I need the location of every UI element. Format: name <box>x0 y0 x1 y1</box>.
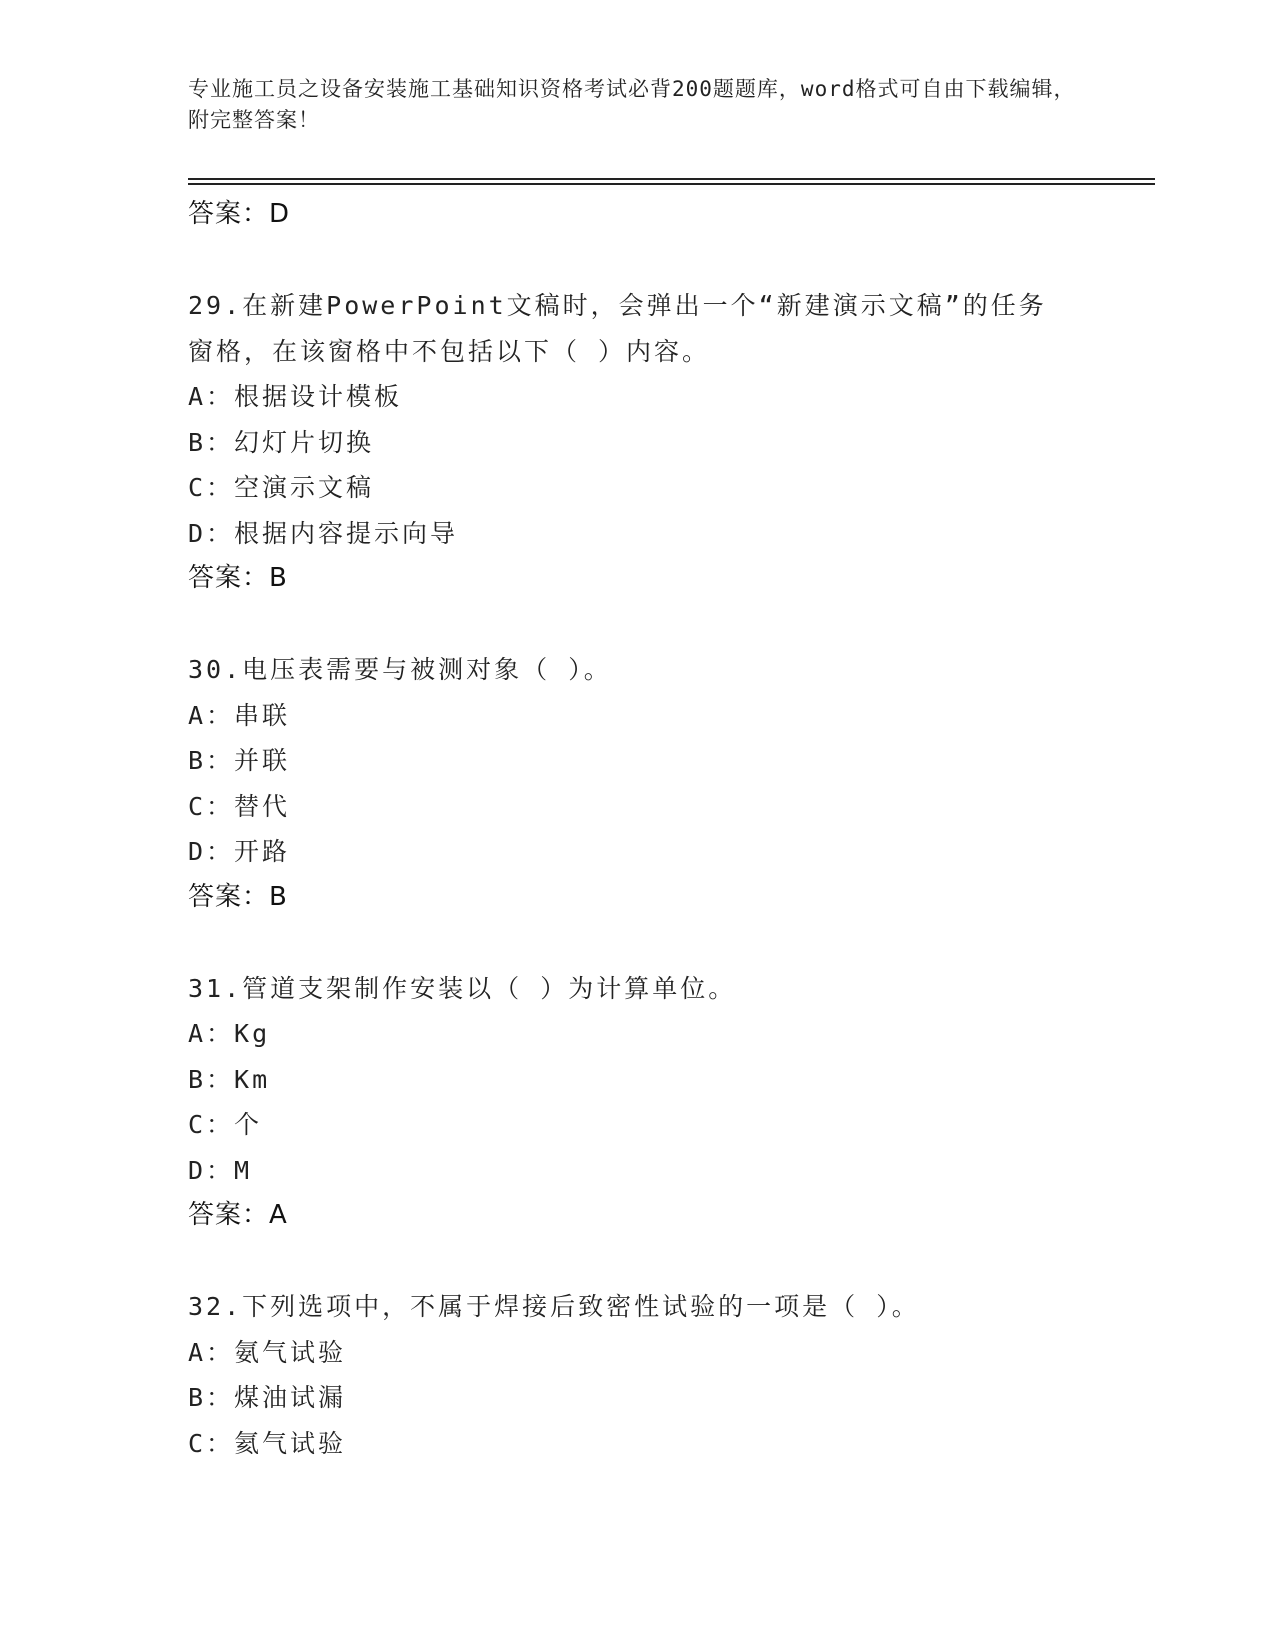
question-text: 29.在新建PowerPoint文稿时，会弹出一个“新建演示文稿”的任务窗格，在该窗格中不包括以下（ ）内容。 <box>188 291 1047 366</box>
document-header-note: 专业施工员之设备安装施工基础知识资格考试必背200题题库，word格式可自由下载编辑，附完整答案！ <box>188 77 1076 132</box>
header-divider-bottom <box>188 183 1155 185</box>
answer: 答案：B <box>188 563 288 593</box>
question-text: 32.下列选项中，不属于焊接后致密性试验的一项是（ ）。 <box>188 1292 920 1321</box>
header-divider-top <box>188 178 1155 180</box>
answer: 答案：B <box>188 881 288 912</box>
option-c: C：氦气试验 <box>188 1428 347 1458</box>
question-text: 30.电压表需要与被测对象（ ）。 <box>188 655 612 684</box>
option-b: B：幻灯片切换 <box>188 427 375 457</box>
option-a: A：串联 <box>188 700 291 730</box>
answer: 答案：A <box>188 1200 288 1230</box>
option-c: C：替代 <box>188 791 291 821</box>
question-text: 31.管道支架制作安装以（ ）为计算单位。 <box>188 973 737 1003</box>
answer-previous: 答案：D <box>188 199 291 229</box>
option-c: C：个 <box>188 1110 263 1139</box>
option-c: C：空演示文稿 <box>188 473 375 502</box>
option-d: D：M <box>188 1155 253 1185</box>
question-30 <box>188 647 1088 920</box>
option-d: D：根据内容提示向导 <box>188 518 459 548</box>
option-d: D：开路 <box>188 837 291 866</box>
option-a: A：Kg <box>188 1019 271 1048</box>
question-32 <box>188 1284 1088 1466</box>
option-a: A：根据设计模板 <box>188 382 403 411</box>
option-a: A：氨气试验 <box>188 1337 347 1367</box>
question-29 <box>188 283 1088 602</box>
option-b: B：并联 <box>188 746 291 775</box>
option-b: B：煤油试漏 <box>188 1383 347 1412</box>
question-content <box>188 192 1088 1466</box>
question-31 <box>188 966 1088 1239</box>
option-b: B：Km <box>188 1064 271 1094</box>
